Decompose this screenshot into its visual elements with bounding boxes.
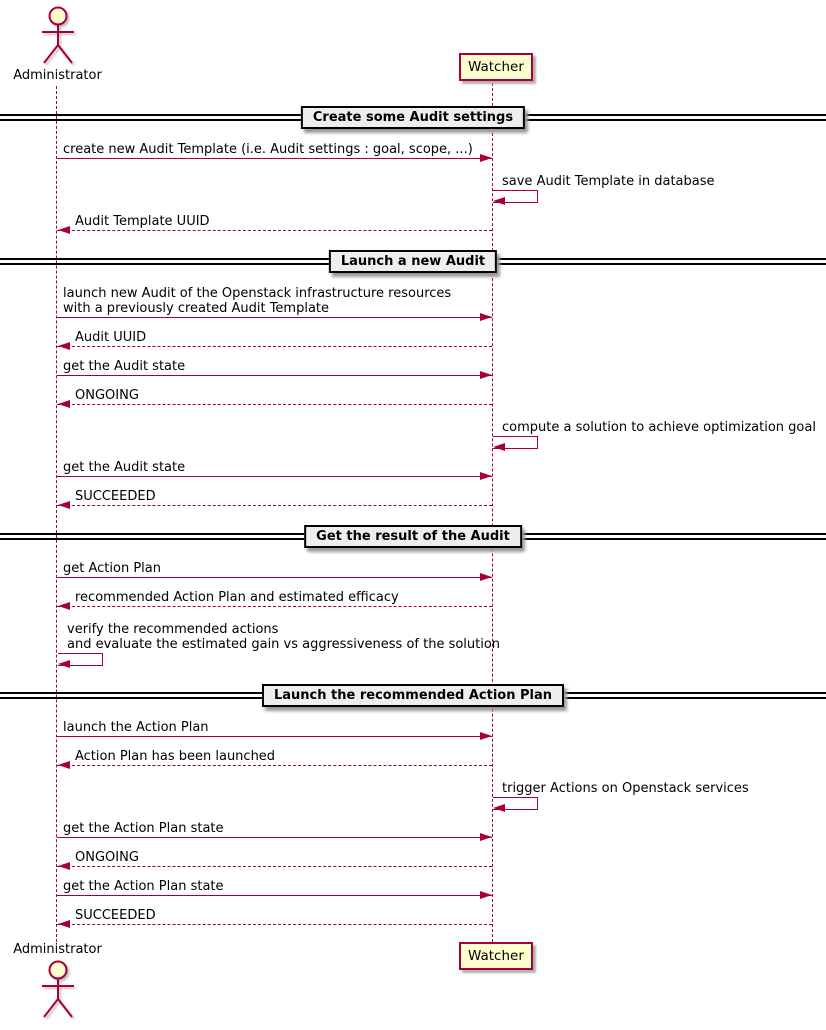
arrowhead-icon xyxy=(493,804,505,812)
message-line xyxy=(57,404,492,405)
message-line xyxy=(57,924,492,925)
message-line xyxy=(57,317,492,318)
message-line xyxy=(57,476,492,477)
message-label: SUCCEEDED xyxy=(75,489,156,504)
arrowhead-icon xyxy=(493,443,505,451)
arrowhead-icon xyxy=(480,154,492,162)
message-line xyxy=(57,765,492,766)
message-line xyxy=(57,375,492,376)
message-label: get Action Plan xyxy=(63,561,161,576)
self-message-label: trigger Actions on Openstack services xyxy=(502,781,749,796)
message-label: ONGOING xyxy=(75,850,139,865)
arrowhead-icon xyxy=(58,602,70,610)
message-label: SUCCEEDED xyxy=(75,908,156,923)
message-line xyxy=(57,736,492,737)
message-label: with a previously created Audit Template xyxy=(63,301,330,316)
message-label: get the Audit state xyxy=(63,359,186,374)
message-label: launch new Audit of the Openstack infrastructure resources xyxy=(63,286,452,301)
message-line xyxy=(57,606,492,607)
message-line xyxy=(57,577,492,578)
arrowhead-icon xyxy=(58,400,70,408)
arrowhead-icon xyxy=(480,573,492,581)
divider-label: Create some Audit settings xyxy=(312,110,514,125)
self-message-label: verify the recommended actions xyxy=(67,622,279,637)
section-divider xyxy=(262,684,564,707)
section-divider xyxy=(329,250,497,273)
message-label: get the Action Plan state xyxy=(63,879,224,894)
arrowhead-icon xyxy=(58,501,70,509)
actor-icon xyxy=(35,5,81,65)
message-line xyxy=(57,230,492,231)
self-message-label: compute a solution to achieve optimization goal xyxy=(502,420,816,435)
divider-label: Launch a new Audit xyxy=(340,254,486,269)
participant-watcher-bottom xyxy=(459,942,533,970)
arrowhead-icon xyxy=(480,833,492,841)
participant-watcher-top xyxy=(459,53,533,81)
lifeline-administrator xyxy=(56,86,57,942)
message-label: get the Audit state xyxy=(63,460,186,475)
message-label: create new Audit Template (i.e. Audit settings : goal, scope, ...) xyxy=(63,142,473,157)
arrowhead-icon xyxy=(480,472,492,480)
arrowhead-icon xyxy=(58,226,70,234)
participant-label: Watcher xyxy=(468,948,524,964)
actor-administrator-bottom xyxy=(10,942,105,1019)
section-divider xyxy=(301,106,525,129)
actor-icon xyxy=(35,959,81,1019)
arrowhead-icon xyxy=(58,862,70,870)
actor-label: Administrator xyxy=(13,68,102,83)
message-line xyxy=(57,866,492,867)
message-label: Action Plan has been launched xyxy=(75,749,276,764)
message-line xyxy=(57,158,492,159)
message-line xyxy=(57,895,492,896)
divider-label: Launch the recommended Action Plan xyxy=(273,688,553,703)
arrowhead-icon xyxy=(493,197,505,205)
participant-label: Watcher xyxy=(468,59,524,75)
arrowhead-icon xyxy=(480,732,492,740)
message-label: launch the Action Plan xyxy=(63,720,209,735)
message-line xyxy=(57,505,492,506)
arrowhead-icon xyxy=(58,342,70,350)
message-label: ONGOING xyxy=(75,388,139,403)
self-message-label: and evaluate the estimated gain vs aggressiveness of the solution xyxy=(67,637,501,652)
actor-label: Administrator xyxy=(13,942,102,957)
arrowhead-icon xyxy=(58,920,70,928)
arrowhead-icon xyxy=(58,660,70,668)
message-label: recommended Action Plan and estimated efficacy xyxy=(75,590,399,605)
message-label: Audit Template UUID xyxy=(75,214,210,229)
arrowhead-icon xyxy=(480,891,492,899)
arrowhead-icon xyxy=(58,761,70,769)
divider-label: Get the result of the Audit xyxy=(316,529,510,544)
arrowhead-icon xyxy=(480,313,492,321)
section-divider xyxy=(304,525,522,548)
actor-administrator-top xyxy=(10,5,105,83)
self-message-label: save Audit Template in database xyxy=(502,174,715,189)
message-line xyxy=(57,837,492,838)
lifeline-watcher xyxy=(492,83,493,942)
message-line xyxy=(57,346,492,347)
message-label: Audit UUID xyxy=(75,330,147,345)
message-label: get the Action Plan state xyxy=(63,821,224,836)
arrowhead-icon xyxy=(480,371,492,379)
